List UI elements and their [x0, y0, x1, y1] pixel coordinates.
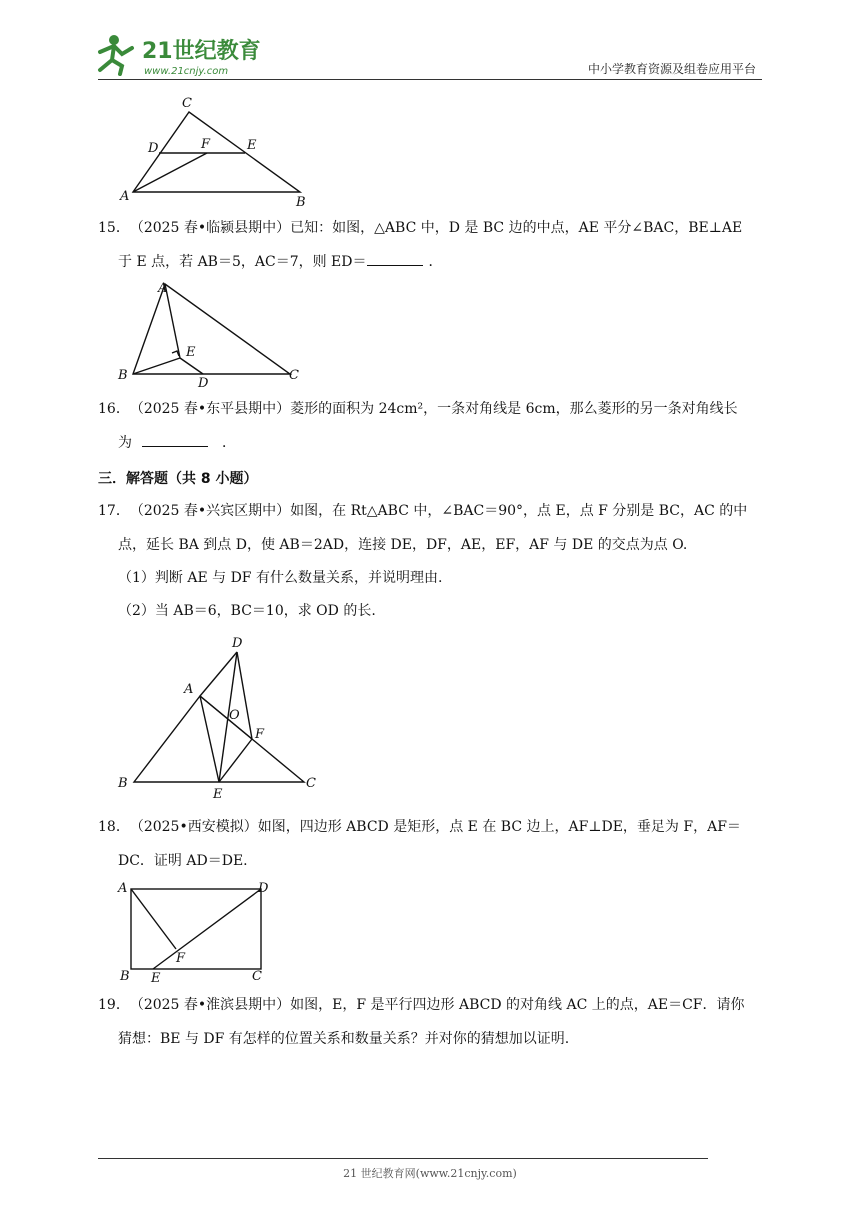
rectangle-abcd — [131, 889, 261, 969]
question-text: 于 E 点，若 AB＝5，AC＝7，则 ED＝ — [118, 254, 367, 270]
question-text: 为 — [118, 435, 132, 451]
footer-text[interactable]: 21 世纪教育网(www.21cnjy.com) — [343, 1167, 517, 1180]
label-e: E — [213, 787, 223, 802]
question-text: 点，延长 BA 到点 D，使 AB＝2AD，连接 DE，DF，AE，EF，AF 与 DE 的交点为点 O. — [118, 537, 688, 553]
label-f: F — [201, 137, 211, 152]
label-e: E — [186, 345, 196, 360]
question-18 — [98, 810, 766, 878]
label-d: D — [232, 636, 243, 651]
question-number: 16． — [98, 401, 130, 417]
question-number: 17． — [98, 503, 130, 519]
label-b: B — [118, 368, 128, 383]
label-a: A — [158, 281, 168, 296]
segment-de — [153, 889, 261, 969]
runner-icon — [100, 35, 132, 74]
question-text: 猜想：BE 与 DF 有怎样的位置关系和数量关系？并对你的猜想加以证明. — [118, 1031, 570, 1047]
footer-divider — [98, 1158, 708, 1159]
label-c: C — [252, 969, 262, 984]
question-17-part-1: （1）判断 AE 与 DF 有什么数量关系，并说明理由. — [118, 570, 443, 586]
question-number: 15． — [98, 220, 130, 236]
label-c: C — [182, 96, 192, 111]
question-number: 19． — [98, 997, 130, 1013]
question-15 — [98, 211, 766, 279]
segment-af — [133, 153, 207, 192]
segment-df — [237, 652, 252, 739]
header-title: 中小学教育资源及组卷应用平台 — [587, 62, 756, 76]
question-19 — [98, 988, 766, 1056]
right-angle-mark — [172, 351, 179, 356]
question-text: DC．证明 AD＝DE. — [118, 853, 248, 869]
triangle-abc — [134, 696, 304, 782]
label-e: E — [151, 971, 161, 984]
label-e: E — [247, 138, 257, 153]
question-text: （2025 春•临颍县期中）已知：如图，△ABC 中，D 是 BC 边的中点，AE 平分∠BAC，BE⊥AE — [129, 220, 743, 236]
question-text: ． — [222, 435, 236, 451]
figure-q15 — [112, 278, 312, 388]
label-o: O — [229, 708, 240, 723]
site-logo — [92, 30, 262, 80]
segment-af — [131, 889, 176, 949]
section-heading: 三．解答题（共 8 小题） — [98, 471, 258, 487]
label-a: A — [118, 881, 128, 896]
question-text: （2025•西安模拟）如图，四边形 ABCD 是矩形，点 E 在 BC 边上，AF⊥DE，垂足为 F，AF＝ — [129, 819, 741, 835]
question-16 — [98, 392, 766, 460]
figure-q18 — [112, 876, 292, 984]
question-text: （2025 春•兴宾区期中）如图，在 Rt△ABC 中，∠BAC＝90°，点 E，点 F 分别是 BC，AC 的中 — [129, 503, 748, 519]
label-c: C — [289, 368, 299, 383]
logo-text: 21世纪教育 — [142, 39, 261, 64]
label-f: F — [176, 951, 186, 966]
label-a: A — [120, 189, 130, 204]
logo-url: www.21cnjy.com — [144, 66, 229, 77]
triangle-abc — [133, 284, 290, 374]
question-text: ． — [428, 254, 443, 270]
label-d: D — [198, 376, 209, 388]
header-divider — [98, 79, 762, 80]
segment-ed — [180, 358, 203, 374]
question-17 — [98, 494, 766, 562]
label-f: F — [255, 727, 265, 742]
figure-q17 — [112, 632, 332, 802]
answer-blank[interactable] — [142, 432, 208, 447]
question-text: （2025 春•东平县期中）菱形的面积为 24cm²，一条对角线是 6cm，那么菱形的另一条对角线长 — [129, 401, 738, 417]
label-b: B — [118, 776, 128, 791]
label-c: C — [306, 776, 316, 791]
question-text: （2025 春•淮滨县期中）如图，E，F 是平行四边形 ABCD 的对角线 AC 上的点，AE＝CF．请你 — [129, 997, 745, 1013]
answer-blank[interactable] — [367, 251, 423, 266]
figure-q14 — [112, 92, 312, 207]
label-b: B — [120, 969, 130, 984]
label-d: D — [148, 141, 159, 156]
segment-be — [133, 358, 180, 374]
label-b: B — [296, 195, 306, 207]
label-a: A — [184, 682, 194, 697]
label-d: D — [258, 881, 269, 896]
question-number: 18． — [98, 819, 130, 835]
question-17-part-2: （2）当 AB＝6，BC＝10，求 OD 的长. — [118, 603, 376, 619]
